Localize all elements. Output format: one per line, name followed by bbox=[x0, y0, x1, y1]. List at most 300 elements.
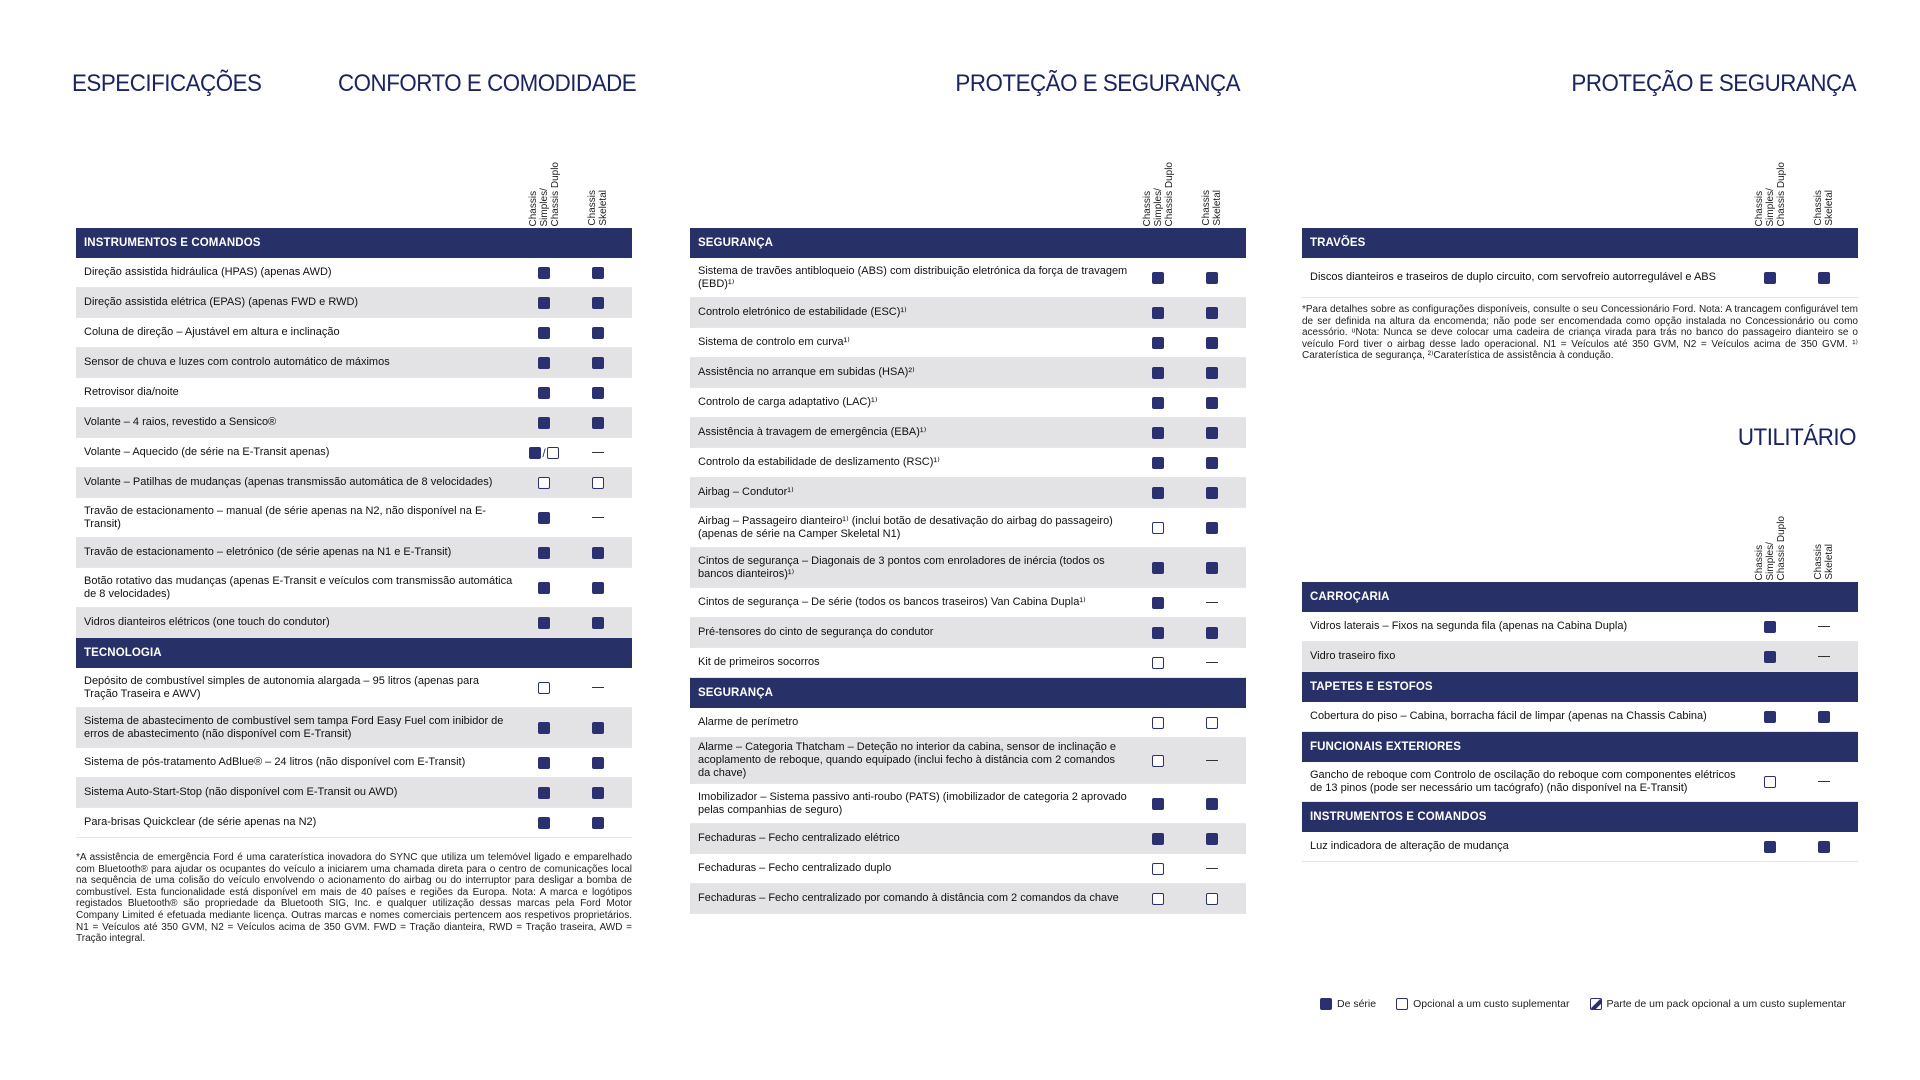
cell-skeletal bbox=[1802, 702, 1846, 731]
cell-chassis bbox=[1136, 648, 1180, 677]
column-header-chassis bbox=[522, 152, 566, 226]
cell-chassis bbox=[522, 318, 566, 347]
cell-skeletal bbox=[576, 468, 620, 497]
cell-skeletal bbox=[576, 668, 620, 707]
optional-icon bbox=[592, 477, 604, 489]
cell-skeletal bbox=[1190, 618, 1234, 647]
standard-icon bbox=[538, 582, 550, 594]
section-header: INSTRUMENTOS E COMANDOS bbox=[76, 228, 632, 258]
standard-icon bbox=[1206, 427, 1218, 439]
standard-icon bbox=[1152, 337, 1164, 349]
standard-icon bbox=[592, 787, 604, 799]
standard-icon bbox=[1764, 272, 1776, 284]
table-row bbox=[690, 884, 1246, 914]
cell-skeletal bbox=[576, 288, 620, 317]
section-header: FUNCIONAIS EXTERIORES bbox=[1302, 732, 1858, 762]
table-row bbox=[690, 854, 1246, 884]
standard-icon bbox=[592, 757, 604, 769]
cell-skeletal bbox=[1802, 762, 1846, 801]
standard-icon bbox=[1764, 711, 1776, 723]
table-row bbox=[690, 548, 1246, 588]
legend-pack bbox=[1590, 998, 1846, 1010]
row-label: Direção assistida hidráulica (HPAS) (apenas AWD) bbox=[84, 266, 332, 278]
standard-icon bbox=[592, 387, 604, 399]
standard-icon bbox=[1152, 798, 1164, 810]
row-label: Sensor de chuva e luzes com controlo automático de máximos bbox=[84, 356, 390, 368]
cell-skeletal bbox=[1190, 784, 1234, 823]
table-row bbox=[76, 438, 632, 468]
standard-icon bbox=[592, 297, 604, 309]
row-label: Vidro traseiro fixo bbox=[1310, 650, 1396, 662]
standard-icon bbox=[592, 267, 604, 279]
table-row bbox=[1302, 258, 1858, 298]
cell-skeletal bbox=[1190, 588, 1234, 617]
table-row bbox=[690, 448, 1246, 478]
cell-skeletal bbox=[576, 498, 620, 537]
cell-skeletal bbox=[576, 778, 620, 807]
table-row bbox=[76, 608, 632, 638]
cell-chassis bbox=[522, 348, 566, 377]
cell-chassis bbox=[522, 498, 566, 537]
row-label: Para-brisas Quickclear (de série apenas na N2) bbox=[84, 816, 317, 828]
row-label: Fechaduras – Fecho centralizado elétrico bbox=[698, 832, 900, 844]
standard-icon bbox=[1206, 487, 1218, 499]
optional-icon bbox=[1206, 893, 1218, 905]
cell-chassis bbox=[1136, 448, 1180, 477]
optional-icon bbox=[538, 477, 550, 489]
table-row bbox=[690, 508, 1246, 548]
section-header: SEGURANÇA bbox=[690, 678, 1246, 708]
cell-skeletal bbox=[1190, 418, 1234, 447]
standard-icon bbox=[538, 757, 550, 769]
not-available-icon bbox=[592, 687, 604, 688]
column-header-skeletal bbox=[1190, 152, 1234, 226]
column-headers bbox=[690, 152, 1246, 228]
cell-skeletal bbox=[576, 608, 620, 637]
optional-icon bbox=[1206, 717, 1218, 729]
section-header: INSTRUMENTOS E COMANDOS bbox=[1302, 802, 1858, 832]
optional-icon bbox=[1396, 998, 1408, 1010]
cell-skeletal bbox=[576, 708, 620, 747]
table-row bbox=[690, 648, 1246, 678]
cell-chassis bbox=[1136, 358, 1180, 387]
standard-icon bbox=[1764, 841, 1776, 853]
standard-icon bbox=[538, 327, 550, 339]
safety-title-1: PROTEÇÃO E SEGURANÇA bbox=[955, 70, 1240, 97]
table-row bbox=[76, 568, 632, 608]
cell-chassis bbox=[1748, 702, 1792, 731]
row-label: Fechaduras – Fecho centralizado duplo bbox=[698, 862, 892, 874]
row-label: Travão de estacionamento – eletrónico (de série apenas na N1 e E-Transit) bbox=[84, 546, 452, 558]
standard-icon bbox=[1206, 562, 1218, 574]
column-header-skeletal-label: Chassis Skeletal bbox=[1201, 190, 1223, 226]
row-label: Airbag – Condutor¹⁾ bbox=[698, 486, 794, 498]
cell-chassis bbox=[1136, 388, 1180, 417]
cell-chassis bbox=[522, 408, 566, 437]
table-row bbox=[76, 808, 632, 838]
legend-pack-label: Parte de um pack opcional a um custo suplementar bbox=[1606, 998, 1846, 1010]
table-row bbox=[76, 258, 632, 288]
cell-chassis bbox=[522, 258, 566, 287]
standard-icon bbox=[592, 357, 604, 369]
table-row bbox=[690, 588, 1246, 618]
row-label: Volante – Aquecido (de série na E-Transit apenas) bbox=[84, 446, 330, 458]
cell-skeletal bbox=[576, 258, 620, 287]
standard-icon bbox=[1152, 562, 1164, 574]
utility-title: UTILITÁRIO bbox=[1737, 424, 1856, 451]
cell-skeletal bbox=[1190, 884, 1234, 913]
row-label: Vidros dianteiros elétricos (one touch do condutor) bbox=[84, 616, 330, 628]
standard-icon bbox=[1206, 397, 1218, 409]
table-row bbox=[690, 824, 1246, 854]
row-label: Botão rotativo das mudanças (apenas E-Transit e veículos com transmissão automática de 8 velocidades) bbox=[84, 574, 513, 600]
cell-skeletal bbox=[1190, 648, 1234, 677]
optional-icon bbox=[1764, 776, 1776, 788]
cell-skeletal bbox=[1190, 448, 1234, 477]
cell-skeletal bbox=[576, 378, 620, 407]
specs-title: ESPECIFICAÇÕES bbox=[72, 70, 262, 97]
standard-icon bbox=[1152, 427, 1164, 439]
row-label: Coluna de direção – Ajustável em altura e inclinação bbox=[84, 326, 340, 338]
comfort-title: CONFORTO E COMODIDADE bbox=[338, 70, 637, 97]
row-label: Retrovisor dia/noite bbox=[84, 386, 179, 398]
cell-chassis bbox=[1136, 478, 1180, 507]
legend-optional-label: Opcional a um custo suplementar bbox=[1413, 998, 1570, 1010]
row-label: Cintos de segurança – Diagonais de 3 pontos com enroladores de inércia (todos os bancos dianteiros)¹⁾ bbox=[698, 554, 1105, 580]
safety-panel bbox=[690, 152, 1246, 914]
standard-icon bbox=[592, 722, 604, 734]
table-row bbox=[76, 708, 632, 748]
standard-icon bbox=[1818, 841, 1830, 853]
standard-icon bbox=[538, 267, 550, 279]
standard-icon bbox=[538, 617, 550, 629]
cell-skeletal bbox=[576, 348, 620, 377]
cell-skeletal bbox=[1190, 824, 1234, 853]
cell-skeletal bbox=[576, 808, 620, 837]
optional-icon bbox=[538, 682, 550, 694]
column-header-skeletal-label: Chassis Skeletal bbox=[1813, 544, 1835, 580]
row-label: Alarme – Categoria Thatcham – Deteção no interior da cabina, sensor de inclinação e acoplamento de reboque, quando equipado (inclui fecho à distância com 2 comandos da chave) bbox=[698, 741, 1117, 779]
table-row bbox=[76, 288, 632, 318]
standard-icon bbox=[1152, 627, 1164, 639]
row-label: Sistema de controlo em curva¹⁾ bbox=[698, 336, 850, 348]
cell-skeletal bbox=[1802, 642, 1846, 671]
column-header-skeletal bbox=[1802, 506, 1846, 580]
cell-chassis bbox=[522, 468, 566, 497]
cell-chassis bbox=[1136, 328, 1180, 357]
not-available-icon bbox=[1206, 868, 1218, 869]
cell-skeletal bbox=[576, 408, 620, 437]
table-row bbox=[76, 498, 632, 538]
standard-icon bbox=[592, 817, 604, 829]
standard-icon bbox=[1818, 272, 1830, 284]
cell-skeletal bbox=[576, 318, 620, 347]
table-row bbox=[76, 348, 632, 378]
cell-chassis bbox=[522, 808, 566, 837]
standard-icon bbox=[1206, 457, 1218, 469]
row-label: Fechaduras – Fecho centralizado por comando à distância com 2 comandos da chave bbox=[698, 892, 1119, 904]
cell-chassis bbox=[1136, 258, 1180, 297]
row-label: Luz indicadora de alteração de mudança bbox=[1310, 840, 1509, 852]
column-header-skeletal-label: Chassis Skeletal bbox=[1813, 190, 1835, 226]
standard-icon bbox=[1206, 798, 1218, 810]
comfort-panel bbox=[76, 152, 632, 945]
table-row bbox=[1302, 832, 1858, 862]
not-available-icon bbox=[1206, 760, 1218, 761]
cell-chassis bbox=[1136, 618, 1180, 647]
table-row bbox=[76, 408, 632, 438]
row-label: Controlo de carga adaptativo (LAC)¹⁾ bbox=[698, 396, 878, 408]
row-label: Gancho de reboque com Controlo de oscilação do reboque com componentes elétricos de 13 pinos (pode ser necessário um tacógrafo) (não disponível na E-Transit) bbox=[1310, 768, 1736, 794]
cell-chassis bbox=[1136, 738, 1180, 783]
column-header-chassis bbox=[1748, 506, 1792, 580]
standard-icon bbox=[538, 417, 550, 429]
column-header-chassis-label: Chassis Simples/ Chassis Duplo bbox=[1753, 161, 1787, 226]
cell-skeletal bbox=[1190, 328, 1234, 357]
table-row bbox=[76, 748, 632, 778]
table-row bbox=[76, 378, 632, 408]
row-label: Assistência no arranque em subidas (HSA)²⁾ bbox=[698, 366, 915, 378]
cell-chassis bbox=[1136, 708, 1180, 737]
column-header-chassis-label: Chassis Simples/ Chassis Duplo bbox=[1141, 161, 1175, 226]
cell-skeletal bbox=[576, 748, 620, 777]
standard-icon bbox=[592, 582, 604, 594]
table-row bbox=[76, 468, 632, 498]
cell-skeletal bbox=[1802, 258, 1846, 297]
column-headers bbox=[1302, 506, 1858, 582]
standard-icon bbox=[538, 512, 550, 524]
optional-icon bbox=[1152, 657, 1164, 669]
standard-icon bbox=[1764, 621, 1776, 633]
column-header-skeletal bbox=[576, 152, 620, 226]
standard-icon bbox=[1818, 711, 1830, 723]
row-label: Sistema Auto-Start-Stop (não disponível com E-Transit ou AWD) bbox=[84, 786, 398, 798]
table-row bbox=[690, 388, 1246, 418]
section-header: CARROÇARIA bbox=[1302, 582, 1858, 612]
cell-chassis bbox=[522, 288, 566, 317]
cell-chassis bbox=[522, 668, 566, 707]
cell-skeletal bbox=[1190, 508, 1234, 547]
table-row bbox=[690, 358, 1246, 388]
not-available-icon bbox=[1206, 602, 1218, 603]
row-label: Discos dianteiros e traseiros de duplo circuito, com servofreio autorregulável e ABS bbox=[1310, 271, 1716, 283]
standard-icon bbox=[1764, 651, 1776, 663]
standard-icon bbox=[1206, 627, 1218, 639]
standard-icon bbox=[1152, 457, 1164, 469]
cell-chassis bbox=[1136, 784, 1180, 823]
column-header-chassis-label: Chassis Simples/ Chassis Duplo bbox=[1753, 515, 1787, 580]
optional-icon bbox=[1152, 717, 1164, 729]
row-label: Sistema de travões antibloqueio (ABS) com distribuição eletrónica da força de travagem (EBD)¹⁾ bbox=[698, 264, 1128, 290]
standard-icon bbox=[538, 817, 550, 829]
row-label: Alarme de perímetro bbox=[698, 716, 799, 728]
cell-skeletal bbox=[1190, 708, 1234, 737]
standard-icon bbox=[592, 617, 604, 629]
row-label: Depósito de combustível simples de autonomia alargada – 95 litros (apenas para Tração Traseira e AWV) bbox=[84, 674, 480, 700]
pack-icon bbox=[1590, 998, 1602, 1010]
table-row bbox=[690, 618, 1246, 648]
not-available-icon bbox=[592, 452, 604, 453]
column-header-skeletal bbox=[1802, 152, 1846, 226]
row-label: Direção assistida elétrica (EPAS) (apenas FWD e RWD) bbox=[84, 296, 359, 308]
section-header: TAPETES E ESTOFOS bbox=[1302, 672, 1858, 702]
table-row bbox=[1302, 762, 1858, 802]
section-header: TRAVÕES bbox=[1302, 228, 1858, 258]
standard-icon bbox=[1206, 337, 1218, 349]
cell-skeletal bbox=[1190, 298, 1234, 327]
optional-icon bbox=[1152, 893, 1164, 905]
row-label: Pré-tensores do cinto de segurança do condutor bbox=[698, 626, 934, 638]
table-row bbox=[690, 298, 1246, 328]
standard-icon bbox=[592, 327, 604, 339]
standard-icon bbox=[1152, 272, 1164, 284]
cell-skeletal bbox=[1802, 612, 1846, 641]
row-label: Volante – Patilhas de mudanças (apenas transmissão automática de 8 velocidades) bbox=[84, 476, 493, 488]
optional-icon bbox=[1152, 863, 1164, 875]
table-row bbox=[1302, 642, 1858, 672]
row-label: Volante – 4 raios, revestido a Sensico® bbox=[84, 416, 277, 428]
column-header-chassis-label: Chassis Simples/ Chassis Duplo bbox=[527, 161, 561, 226]
standard-icon bbox=[1152, 597, 1164, 609]
standard-icon bbox=[592, 547, 604, 559]
table-row bbox=[76, 538, 632, 568]
cell-chassis bbox=[1136, 298, 1180, 327]
row-label: Kit de primeiros socorros bbox=[698, 656, 820, 668]
standard-icon bbox=[538, 387, 550, 399]
standard-icon bbox=[1206, 833, 1218, 845]
optional-icon bbox=[1152, 755, 1164, 767]
table-row bbox=[690, 258, 1246, 298]
standard-icon bbox=[538, 357, 550, 369]
cell-chassis bbox=[1136, 588, 1180, 617]
cell-chassis bbox=[1136, 824, 1180, 853]
standard-icon bbox=[538, 297, 550, 309]
table-row bbox=[1302, 612, 1858, 642]
standard-icon bbox=[1320, 998, 1332, 1010]
cell-chassis bbox=[1748, 762, 1792, 801]
cell-chassis bbox=[1748, 612, 1792, 641]
column-headers bbox=[76, 152, 632, 228]
row-label: Imobilizador – Sistema passivo anti-roubo (PATS) (imobilizador de categoria 2 aprovado pelas companhias de seguro) bbox=[698, 790, 1127, 816]
cell-chassis bbox=[1136, 854, 1180, 883]
standard-icon bbox=[1206, 522, 1218, 534]
table-row bbox=[76, 778, 632, 808]
table-row bbox=[76, 668, 632, 708]
cell-chassis bbox=[1748, 832, 1792, 861]
legend-optional bbox=[1396, 998, 1569, 1010]
cell-chassis bbox=[1748, 642, 1792, 671]
standard-icon bbox=[1152, 367, 1164, 379]
cell-skeletal bbox=[1190, 478, 1234, 507]
cell-chassis bbox=[522, 438, 566, 467]
not-available-icon bbox=[592, 517, 604, 518]
row-label: Vidros laterais – Fixos na segunda fila (apenas na Cabina Dupla) bbox=[1310, 620, 1628, 632]
cell-skeletal bbox=[1802, 832, 1846, 861]
cell-chassis bbox=[522, 568, 566, 607]
section-header: TECNOLOGIA bbox=[76, 638, 632, 668]
cell-skeletal bbox=[576, 538, 620, 567]
cell-chassis bbox=[1748, 258, 1792, 297]
not-available-icon bbox=[1206, 662, 1218, 663]
not-available-icon bbox=[1818, 626, 1830, 627]
cell-chassis bbox=[522, 778, 566, 807]
cell-chassis bbox=[522, 708, 566, 747]
column-headers bbox=[1302, 152, 1858, 228]
brakes-panel bbox=[1302, 152, 1858, 362]
standard-icon bbox=[1152, 833, 1164, 845]
legend bbox=[1320, 998, 1846, 1010]
table-row bbox=[690, 738, 1246, 784]
standard-icon bbox=[538, 547, 550, 559]
column-header-chassis bbox=[1136, 152, 1180, 226]
not-available-icon bbox=[1818, 656, 1830, 657]
cell-skeletal bbox=[1190, 738, 1234, 783]
cell-chassis bbox=[522, 378, 566, 407]
column-header-skeletal-label: Chassis Skeletal bbox=[587, 190, 609, 226]
row-label: Assistência à travagem de emergência (EBA)¹⁾ bbox=[698, 426, 927, 438]
not-available-icon bbox=[1818, 781, 1830, 782]
cell-chassis bbox=[522, 608, 566, 637]
row-label: Travão de estacionamento – manual (de série apenas na N2, não disponível na E-Transit) bbox=[84, 504, 486, 530]
table-row bbox=[690, 328, 1246, 358]
legend-standard bbox=[1320, 998, 1376, 1010]
standard-icon bbox=[538, 787, 550, 799]
cell-skeletal bbox=[1190, 388, 1234, 417]
cell-chassis bbox=[1136, 418, 1180, 447]
table-row bbox=[690, 478, 1246, 508]
table-row bbox=[690, 784, 1246, 824]
standard-icon bbox=[1152, 487, 1164, 499]
cell-skeletal bbox=[1190, 548, 1234, 587]
section-header: SEGURANÇA bbox=[690, 228, 1246, 258]
table-row bbox=[690, 418, 1246, 448]
footnote: *Para detalhes sobre as configurações disponíveis, consulte o seu Concessionário Ford. Nota: A trancagem configurável tem de ser definida na altura da encomenda; não pode ser encomendada como opção instalada no Concessionário ou como acessório. ᵘNota: Nunca se deve colocar uma cadeira de criança virada para trás no banco do passageiro dianteiro se o veículo Ford tiver o airbag desse lado operacional. N1 = Veículos até 350 GVM, N2 = Veículos acima de 350 GVM. ¹⁾Caraterística de segurança, ²⁾Caraterística de assistência à condução. bbox=[1302, 304, 1858, 362]
cell-chassis bbox=[522, 538, 566, 567]
cell-skeletal bbox=[1190, 854, 1234, 883]
cell-chassis bbox=[1136, 508, 1180, 547]
cell-chassis bbox=[1136, 548, 1180, 587]
standard-icon bbox=[592, 417, 604, 429]
row-label: Controlo eletrónico de estabilidade (ESC)¹⁾ bbox=[698, 306, 907, 318]
legend-standard-label: De série bbox=[1337, 998, 1377, 1010]
standard-icon bbox=[1206, 272, 1218, 284]
table-row bbox=[1302, 702, 1858, 732]
cell-skeletal bbox=[1190, 258, 1234, 297]
row-label: Sistema de pós-tratamento AdBlue® – 24 litros (não disponível com E-Transit) bbox=[84, 756, 466, 768]
cell-chassis bbox=[522, 748, 566, 777]
column-header-chassis bbox=[1748, 152, 1792, 226]
standard-icon bbox=[1152, 307, 1164, 319]
row-label: Cobertura do piso – Cabina, borracha fácil de limpar (apenas na Chassis Cabina) bbox=[1310, 710, 1707, 722]
footnote: *A assistência de emergência Ford é uma caraterística inovadora do SYNC que utiliza um telemóvel ligado e emparelhado com Bluetooth® para ajudar os ocupantes do veículo a iniciarem uma chamada direta para o centro de comunicações local na sequência de uma colisão do veículo envolvendo o acionamento do airbag ou do interruptor para desligar a bomba de combustível. Esta funcionalidade está disponível em mais de 40 países e regiões da Europa. Nota: A marca e logótipos registados Bluetooth® são propriedade da Bluetooth SIG, Inc. e qualquer utilização dessas marcas pela Ford Motor Company Limited é efetuada mediante licença. Outras marcas e nomes comerciais pertencem aos respetivos proprietários. N1 = Veículos até 350 GVM, N2 = Veículos acima de 350 GVM. FWD = Tração dianteira, RWD = Tração traseira, AWD = Tração integral. bbox=[76, 852, 632, 945]
row-label: Controlo da estabilidade de deslizamento (RSC)¹⁾ bbox=[698, 456, 940, 468]
standard-icon bbox=[1206, 307, 1218, 319]
standard-or-optional-icon: / bbox=[529, 447, 558, 459]
table-row bbox=[690, 708, 1246, 738]
safety-title-2: PROTEÇÃO E SEGURANÇA bbox=[1571, 70, 1856, 97]
optional-icon bbox=[1152, 522, 1164, 534]
standard-icon bbox=[1206, 367, 1218, 379]
table-row bbox=[76, 318, 632, 348]
row-label: Airbag – Passageiro dianteiro¹⁾ (inclui botão de desativação do airbag do passageiro) (apenas de série na Camper Skeletal N1) bbox=[698, 514, 1113, 540]
standard-icon bbox=[1152, 397, 1164, 409]
cell-chassis bbox=[1136, 884, 1180, 913]
utility-panel bbox=[1302, 506, 1858, 862]
cell-skeletal bbox=[1190, 358, 1234, 387]
standard-icon bbox=[538, 722, 550, 734]
row-label: Sistema de abastecimento de combustível sem tampa Ford Easy Fuel com inibidor de erros de abastecimento (não disponível com E-Transit) bbox=[84, 714, 504, 740]
row-label: Cintos de segurança – De série (todos os bancos traseiros) Van Cabina Dupla¹⁾ bbox=[698, 596, 1086, 608]
